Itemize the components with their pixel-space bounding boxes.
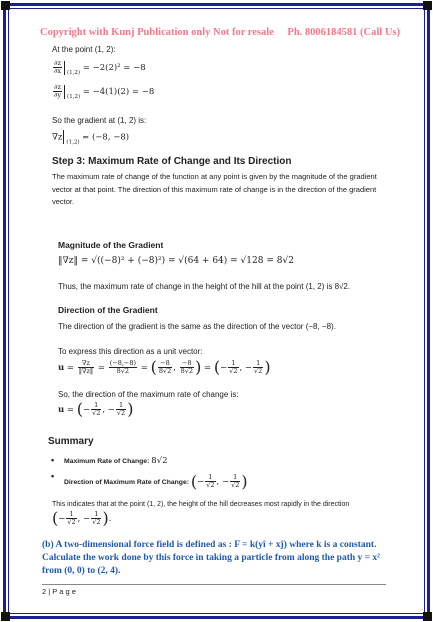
- eval-point: (1,2): [66, 139, 80, 146]
- bullet-value: (− $\frac{1}{√2}$ , − $\frac{1}{√2}$ ): [190, 472, 248, 491]
- gradient-label: So the gradient at (1, 2) is:: [52, 116, 147, 125]
- dzdy-equation: $\frac{\partial z}{\partial y}$ $_{(1,2)}$ = −4(1)(2) = −8: [54, 83, 155, 100]
- unit-vector-formula: u = $\frac{\nabla z}{‖\nabla z‖}$ = $\frac{(-8,-8)}{8√2}$ = ( $\frac{-8}{8√2}$ , $\frac{-8}{8√2}$ ) = (− $\frac{1}{√2}$ , − $\frac{1}{√2}$ ): [58, 357, 271, 377]
- summary-bullet-max-rate: [64, 456, 167, 466]
- summary-direction-vector: (− $\frac{1}{√2}$ , − $\frac{1}{√2}$ ).: [52, 508, 112, 528]
- dzdx-equation: $\frac{\partial z}{\partial x}$ $_{(1,2)}$ = −2(2)² = −8: [54, 59, 146, 76]
- magnitude-formula: ‖∇z‖ = √((−8)² + (−8)²) = √(64 + 64) = √128 = 8√2: [58, 256, 294, 266]
- dzdx-value: = −2(2)² = −8: [82, 63, 146, 73]
- phone-number: Ph. 8006184581 (Call Us): [287, 27, 400, 38]
- corner-ornament: [423, 1, 432, 10]
- magnitude-conclusion: Thus, the maximum rate of change in the height of the hill at the point (1, 2) is 8√2.: [58, 282, 351, 291]
- bullet-label: Maximum Rate of Change:: [64, 458, 150, 465]
- step3-heading: Step 3: Maximum Rate of Change and Its Direction: [52, 156, 292, 167]
- corner-ornament: [1, 612, 10, 621]
- page-number: 2 | P a g e: [42, 587, 76, 596]
- direction-heading: Direction of the Gradient: [58, 305, 158, 315]
- summary-heading: Summary: [48, 436, 94, 447]
- bullet-value: 8√2: [151, 456, 168, 466]
- direction-conclusion-label: So, the direction of the maximum rate of change is:: [58, 390, 239, 399]
- magnitude-heading: Magnitude of the Gradient: [58, 240, 164, 250]
- eval-point: (1,2): [67, 70, 81, 76]
- question-b: (b) A two-dimensional force field is defined as : F = k(yî + xĵ) where k is a constant. Calculate the work done by this force in taking a particle from along the path y = x² from (0, 0) to (2, 4).: [42, 540, 381, 576]
- page-header: [40, 27, 400, 38]
- copyright-notice: Copyright with Kunj Publication only Not for resale: [40, 27, 274, 38]
- eval-point: (1,2): [67, 94, 81, 100]
- summary-conclusion: This indicates that at the point (1, 2), the height of the hill decreases most rapidly in the direction: [52, 501, 350, 508]
- step3-paragraph: The maximum rate of change of the function at any point is given by the magnitude of the gradient vector at that point. The direction of this maximum rate of change is in the direction of the gradient vector.: [52, 172, 377, 206]
- direction-text: The direction of the gradient is the same as the direction of the vector (−8, −8).: [58, 322, 336, 331]
- gradient-equation: ∇z $_{(1,2)}$ = (−8, −8): [52, 130, 129, 148]
- at-point-label: At the point (1, 2):: [52, 45, 116, 54]
- dzdy-value: = −4(1)(2) = −8: [82, 87, 155, 97]
- corner-ornament: [1, 1, 10, 10]
- bullet-label: Direction of Maximum Rate of Change:: [64, 479, 189, 486]
- gradient-value: = (−8, −8): [82, 132, 130, 143]
- unit-vector-intro: To express this direction as a unit vector:: [58, 347, 203, 356]
- footer-divider: [42, 584, 386, 585]
- summary-bullet-direction: [64, 472, 248, 491]
- corner-ornament: [423, 612, 432, 621]
- direction-result: u = (− $\frac{1}{√2}$ , − $\frac{1}{√2}$ ): [58, 399, 134, 419]
